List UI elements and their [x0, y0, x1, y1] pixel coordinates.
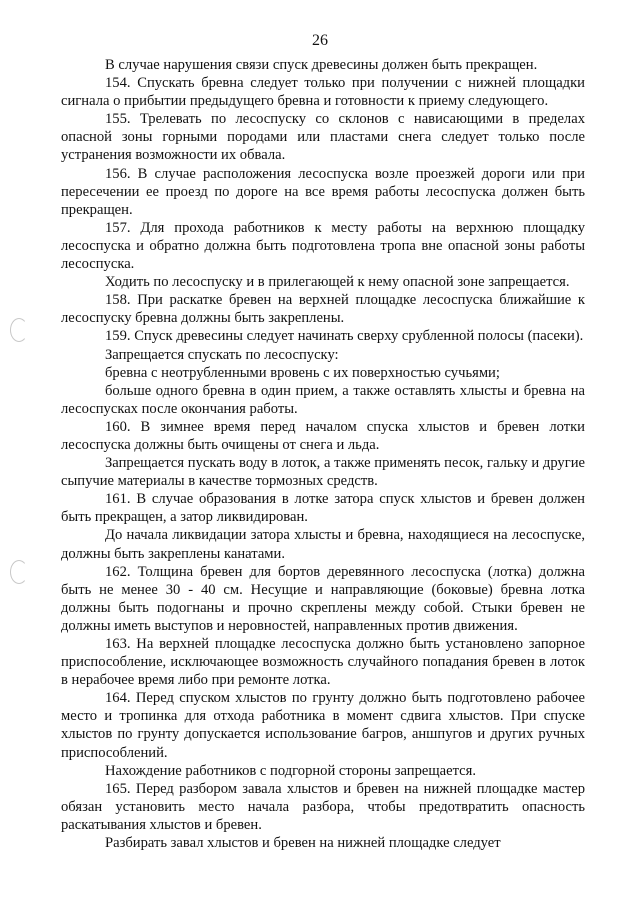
document-body	[61, 56, 585, 852]
page-number: 26	[312, 32, 328, 49]
paragraph: 162. Толщина бревен для бортов деревянного лесоспуска (лотка) должна быть не менее 30 - 40 см. Несущие и направляющие (боковые) бревна лотка должны быть подогнаны и прочно скреплены между собой. Стыки бревен не должны иметь выступов и неровностей, направленных против движения.	[61, 563, 585, 634]
paragraph: 154. Спускать бревна следует только при получении с нижней площадки сигнала о прибытии предыдущего бревна и готовности к приему следующего.	[61, 75, 585, 110]
paragraph: 163. На верхней площадке лесоспуска должно быть установлено запорное приспособление, исключающее возможность случайного попадания бревен в лоток в нерабочее время либо при ремонте лотка.	[61, 636, 585, 689]
paragraph: 157. Для прохода работников к месту работы на верхнюю площадку лесоспуска и обратно должна быть подготовлена тропа вне опасной зоны работы лесоспуска.	[61, 219, 585, 273]
paragraph: бревна с неотрубленными вровень с их поверхностью сучьями;	[105, 364, 500, 381]
paragraph: 159. Спуск древесины следует начинать сверху срубленной полосы (пасеки).	[105, 328, 584, 345]
paragraph: больше одного бревна в один прием, а также оставлять хлысты и бревна на лесоспусках после окончания работы.	[61, 382, 585, 417]
paragraph: 165. Перед разбором завала хлыстов и бревен на нижней площадке мастер обязан установить место начала разбора, чтобы предотвратить опасность раскатывания хлыстов и бревен.	[61, 780, 585, 833]
punch-hole-mark	[10, 560, 28, 584]
paragraph: 164. Перед спуском хлыстов по грунту должно быть подготовлено рабочее место и тропинка для отхода работника в момент сдвига хлыстов. При спуске хлыстов по грунту допускается использование багров, аншпугов и других ручных приспособлений.	[61, 690, 585, 761]
paragraph: В случае нарушения связи спуск древесины должен быть прекращен.	[105, 57, 538, 73]
punch-hole-mark	[10, 318, 28, 342]
paragraph: Запрещается пускать воду в лоток, а также применять песок, гальку и другие сыпучие материалы в качестве тормозных средств.	[61, 455, 585, 490]
paragraph: Ходить по лесоспуску и в прилегающей к нему опасной зоне запрещается.	[105, 274, 570, 291]
paragraph: До начала ликвидации затора хлысты и бревна, находящиеся на лесоспуске, должны быть закреплены канатами.	[61, 527, 585, 562]
paragraph: 160. В зимнее время перед началом спуска хлыстов и бревен лотки лесоспуска должны быть очищены от снега и льда.	[61, 418, 585, 453]
paragraph: Запрещается спускать по лесоспуску:	[105, 346, 339, 363]
paragraph: 161. В случае образования в лотке затора спуск хлыстов и бревен должен быть прекращен, а затор ликвидирован.	[61, 491, 585, 526]
paragraph: 155. Трелевать по лесоспуску со склонов с нависающими в пределах опасной зоны горными породами или пластами снега следует только после устранения возможности их обвала.	[61, 111, 585, 164]
paragraph: Разбирать завал хлыстов и бревен на нижней площадке следует	[105, 835, 501, 852]
paragraph: Нахождение работников с подгорной стороны запрещается.	[105, 762, 476, 779]
paragraph: 156. В случае расположения лесоспуска возле проезжей дороги или при пересечении ее проезд по дороге на все время работы лесоспуска должен быть прекращен.	[61, 165, 585, 218]
paragraph: 158. При раскатке бревен на верхней площадке лесоспуска ближайшие к лесоспуску бревна должны быть закреплены.	[61, 292, 585, 327]
